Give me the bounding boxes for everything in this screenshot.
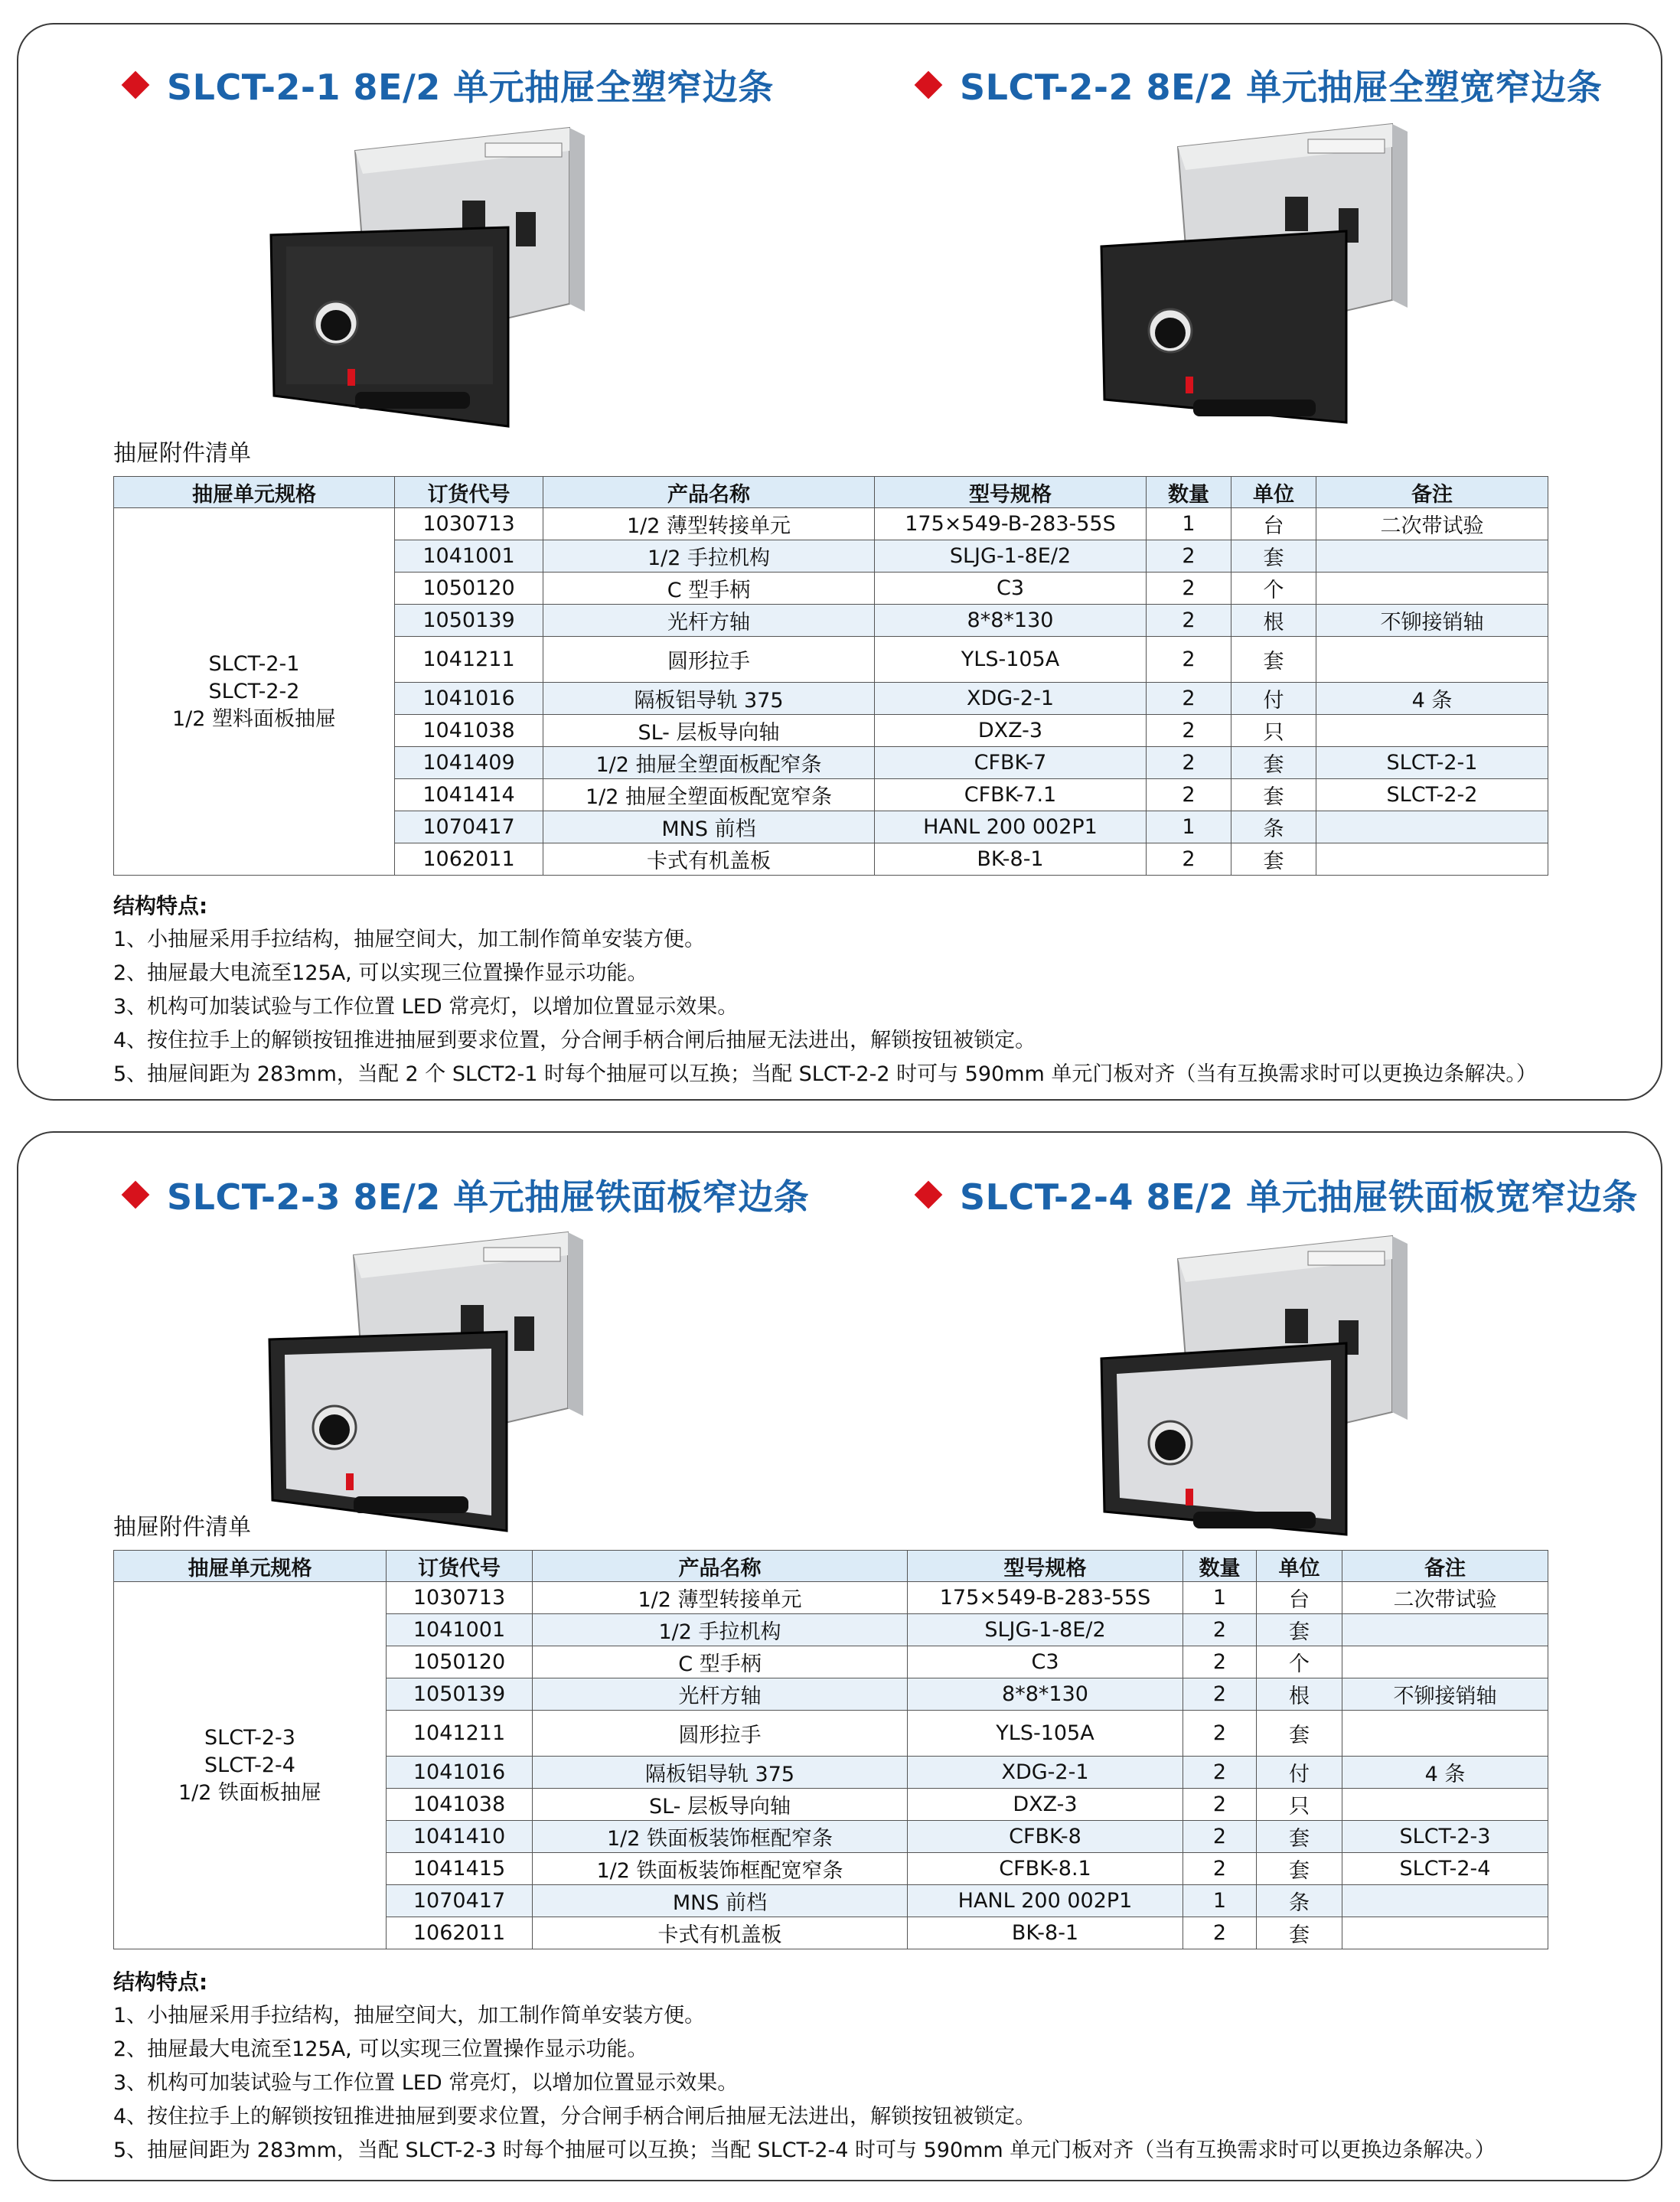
unit: 根 xyxy=(1231,605,1316,637)
model-spec: DXZ-3 xyxy=(875,715,1147,747)
product-name: SL- 层板导向轴 xyxy=(543,715,875,747)
order-code: 1041414 xyxy=(395,779,543,811)
section-title-right xyxy=(912,1170,1638,1220)
order-code: 1041409 xyxy=(395,747,543,779)
col-header: 抽屉单元规格 xyxy=(114,1551,387,1582)
product-name: 圆形拉手 xyxy=(533,1711,908,1757)
drawer-photo-plastic-wide xyxy=(1086,116,1415,438)
quantity: 1 xyxy=(1183,1582,1257,1614)
order-code: 1030713 xyxy=(395,508,543,540)
order-code: 1041001 xyxy=(395,540,543,573)
remark xyxy=(1316,843,1548,876)
product-name: 1/2 薄型转接单元 xyxy=(543,508,875,540)
col-header: 备注 xyxy=(1342,1551,1548,1582)
col-header: 抽屉单元规格 xyxy=(114,477,395,508)
order-code: 1041038 xyxy=(395,715,543,747)
col-header: 数量 xyxy=(1183,1551,1257,1582)
model-spec: CFBK-8 xyxy=(908,1821,1183,1853)
remark: 二次带试验 xyxy=(1342,1582,1548,1614)
diamond-bullet-icon xyxy=(915,71,943,99)
drawer-image xyxy=(262,1225,591,1546)
drawer-image xyxy=(263,120,592,442)
order-code: 1041415 xyxy=(387,1853,533,1885)
unit: 只 xyxy=(1231,715,1316,747)
model-spec: HANL 200 002P1 xyxy=(908,1885,1183,1917)
quantity: 2 xyxy=(1183,1917,1257,1949)
quantity: 2 xyxy=(1183,1614,1257,1646)
col-header: 单位 xyxy=(1257,1551,1342,1582)
order-code: 1041211 xyxy=(387,1711,533,1757)
quantity: 1 xyxy=(1147,508,1231,540)
section-title-left-text: SLCT-2-3 8E/2 单元抽屉铁面板窄边条 xyxy=(167,1176,810,1218)
product-name: 卡式有机盖板 xyxy=(543,843,875,876)
structure-features xyxy=(113,1965,1496,2168)
accessory-table xyxy=(113,1550,1548,1949)
section-title-right-text: SLCT-2-4 8E/2 单元抽屉铁面板宽窄边条 xyxy=(960,1176,1638,1218)
feature-item: 3、机构可加装试验与工作位置 LED 常亮灯，以增加位置显示效果。 xyxy=(113,995,739,1019)
model-spec: 175×549-B-283-55S xyxy=(908,1582,1183,1614)
model-spec: CFBK-7.1 xyxy=(875,779,1147,811)
remark xyxy=(1342,1614,1548,1646)
remark xyxy=(1342,1917,1548,1949)
drawer-photo-iron-narrow xyxy=(262,1225,591,1546)
order-code: 1062011 xyxy=(387,1917,533,1949)
section-title-left xyxy=(119,1170,809,1220)
model-spec: 175×549-B-283-55S xyxy=(875,508,1147,540)
diamond-bullet-icon xyxy=(122,71,150,99)
unit: 个 xyxy=(1257,1646,1342,1678)
spec-line: SLCT-2-2 xyxy=(208,679,300,703)
remark: SLCT-2-2 xyxy=(1316,779,1548,811)
col-header: 单位 xyxy=(1231,477,1316,508)
order-code: 1070417 xyxy=(395,811,543,843)
unit: 套 xyxy=(1257,1821,1342,1853)
quantity: 2 xyxy=(1183,1711,1257,1757)
remark xyxy=(1342,1885,1548,1917)
unit: 个 xyxy=(1231,573,1316,605)
product-name: 1/2 铁面板装饰框配窄条 xyxy=(533,1821,908,1853)
remark: 4 条 xyxy=(1342,1757,1548,1789)
quantity: 2 xyxy=(1183,1821,1257,1853)
spec-line: SLCT-2-1 xyxy=(208,651,300,676)
order-code: 1030713 xyxy=(387,1582,533,1614)
quantity: 2 xyxy=(1147,843,1231,876)
quantity: 2 xyxy=(1147,540,1231,573)
unit: 根 xyxy=(1257,1678,1342,1711)
model-spec: C3 xyxy=(908,1646,1183,1678)
order-code: 1041410 xyxy=(387,1821,533,1853)
drawer-image xyxy=(1086,1228,1415,1550)
order-code: 1041001 xyxy=(387,1614,533,1646)
product-section-2 xyxy=(17,1131,1662,2181)
model-spec: YLS-105A xyxy=(908,1711,1183,1757)
remark: 4 条 xyxy=(1316,683,1548,715)
order-code: 1050139 xyxy=(395,605,543,637)
col-header: 数量 xyxy=(1147,477,1231,508)
accessory-list-title: 抽屉附件清单 xyxy=(113,440,251,467)
product-section-1 xyxy=(17,23,1662,1101)
remark xyxy=(1316,811,1548,843)
product-name: C 型手柄 xyxy=(533,1646,908,1678)
table-row xyxy=(114,508,1548,540)
drawer-image xyxy=(1086,116,1415,438)
order-code: 1050120 xyxy=(387,1646,533,1678)
spec-line: 1/2 塑料面板抽屉 xyxy=(171,706,337,731)
quantity: 2 xyxy=(1147,637,1231,683)
unit: 套 xyxy=(1231,779,1316,811)
unit: 套 xyxy=(1257,1614,1342,1646)
model-spec: XDG-2-1 xyxy=(875,683,1147,715)
quantity: 2 xyxy=(1183,1789,1257,1821)
model-spec: HANL 200 002P1 xyxy=(875,811,1147,843)
drawer-photo-iron-wide xyxy=(1086,1228,1415,1550)
unit: 套 xyxy=(1231,540,1316,573)
order-code: 1041211 xyxy=(395,637,543,683)
feature-item: 5、抽屉间距为 283mm，当配 SLCT-2-3 时每个抽屉可以互换；当配 SLCT-2-4 时可与 590mm 单元门板对齐（当有互换需求时可以更换边条解决。） xyxy=(113,2138,1496,2162)
quantity: 2 xyxy=(1147,573,1231,605)
product-name: 1/2 铁面板装饰框配宽窄条 xyxy=(533,1853,908,1885)
feature-item: 3、机构可加装试验与工作位置 LED 常亮灯，以增加位置显示效果。 xyxy=(113,2071,739,2095)
product-name: C 型手柄 xyxy=(543,573,875,605)
table-row xyxy=(114,1582,1548,1614)
drawer-spec-cell xyxy=(114,1582,387,1949)
quantity: 2 xyxy=(1147,747,1231,779)
remark xyxy=(1316,637,1548,683)
unit: 条 xyxy=(1231,811,1316,843)
section-title-left xyxy=(119,60,774,110)
feature-item: 1、小抽屉采用手拉结构，抽屉空间大，加工制作简单安装方便。 xyxy=(113,2004,706,2027)
product-name: MNS 前档 xyxy=(543,811,875,843)
accessory-table xyxy=(113,476,1548,876)
remark: 二次带试验 xyxy=(1316,508,1548,540)
remark xyxy=(1342,1646,1548,1678)
model-spec: 8*8*130 xyxy=(908,1678,1183,1711)
model-spec: CFBK-8.1 xyxy=(908,1853,1183,1885)
unit: 套 xyxy=(1257,1853,1342,1885)
remark: SLCT-2-1 xyxy=(1316,747,1548,779)
quantity: 2 xyxy=(1183,1757,1257,1789)
quantity: 1 xyxy=(1183,1885,1257,1917)
structure-features xyxy=(113,889,1537,1091)
product-name: MNS 前档 xyxy=(533,1885,908,1917)
model-spec: C3 xyxy=(875,573,1147,605)
spec-line: SLCT-2-4 xyxy=(204,1753,295,1777)
quantity: 1 xyxy=(1147,811,1231,843)
quantity: 2 xyxy=(1147,779,1231,811)
accessory-list-title: 抽屉附件清单 xyxy=(113,1514,251,1541)
spec-line: SLCT-2-3 xyxy=(204,1725,295,1750)
remark: SLCT-2-3 xyxy=(1342,1821,1548,1853)
col-header: 产品名称 xyxy=(543,477,875,508)
remark: 不铆接销轴 xyxy=(1342,1678,1548,1711)
unit: 套 xyxy=(1231,747,1316,779)
model-spec: YLS-105A xyxy=(875,637,1147,683)
remark xyxy=(1316,573,1548,605)
unit: 付 xyxy=(1231,683,1316,715)
unit: 付 xyxy=(1257,1757,1342,1789)
model-spec: DXZ-3 xyxy=(908,1789,1183,1821)
model-spec: XDG-2-1 xyxy=(908,1757,1183,1789)
product-name: 隔板铝导轨 375 xyxy=(533,1757,908,1789)
model-spec: BK-8-1 xyxy=(908,1917,1183,1949)
feature-item: 4、按住拉手上的解锁按钮推进抽屉到要求位置，分合闸手柄合闸后抽屉无法进出，解锁按钮被锁定。 xyxy=(113,1029,1036,1052)
col-header: 型号规格 xyxy=(875,477,1147,508)
order-code: 1062011 xyxy=(395,843,543,876)
order-code: 1070417 xyxy=(387,1885,533,1917)
unit: 套 xyxy=(1231,637,1316,683)
section-title-left-text: SLCT-2-1 8E/2 单元抽屉全塑窄边条 xyxy=(167,67,774,108)
unit: 套 xyxy=(1257,1711,1342,1757)
order-code: 1050120 xyxy=(395,573,543,605)
model-spec: BK-8-1 xyxy=(875,843,1147,876)
unit: 台 xyxy=(1257,1582,1342,1614)
product-name: SL- 层板导向轴 xyxy=(533,1789,908,1821)
order-code: 1041016 xyxy=(387,1757,533,1789)
table-header-row xyxy=(114,477,1548,508)
remark xyxy=(1316,715,1548,747)
section-title-right xyxy=(912,60,1602,110)
col-header: 备注 xyxy=(1316,477,1548,508)
unit: 套 xyxy=(1231,843,1316,876)
feature-item: 1、小抽屉采用手拉结构，抽屉空间大，加工制作简单安装方便。 xyxy=(113,928,706,951)
col-header: 订货代号 xyxy=(387,1551,533,1582)
features-title: 结构特点: xyxy=(113,1969,208,1995)
quantity: 2 xyxy=(1183,1646,1257,1678)
quantity: 2 xyxy=(1147,683,1231,715)
remark xyxy=(1342,1711,1548,1757)
product-name: 1/2 手拉机构 xyxy=(533,1614,908,1646)
quantity: 2 xyxy=(1147,605,1231,637)
order-code: 1041038 xyxy=(387,1789,533,1821)
diamond-bullet-icon xyxy=(915,1181,943,1209)
model-spec: CFBK-7 xyxy=(875,747,1147,779)
drawer-photo-plastic-narrow xyxy=(263,120,592,442)
remark: SLCT-2-4 xyxy=(1342,1853,1548,1885)
quantity: 2 xyxy=(1183,1678,1257,1711)
product-name: 光杆方轴 xyxy=(543,605,875,637)
product-name: 1/2 抽屉全塑面板配窄条 xyxy=(543,747,875,779)
diamond-bullet-icon xyxy=(122,1181,150,1209)
product-name: 光杆方轴 xyxy=(533,1678,908,1711)
order-code: 1050139 xyxy=(387,1678,533,1711)
table-header-row xyxy=(114,1551,1548,1582)
col-header: 订货代号 xyxy=(395,477,543,508)
unit: 条 xyxy=(1257,1885,1342,1917)
remark xyxy=(1342,1789,1548,1821)
product-name: 隔板铝导轨 375 xyxy=(543,683,875,715)
feature-item: 4、按住拉手上的解锁按钮推进抽屉到要求位置，分合闸手柄合闸后抽屉无法进出，解锁按钮被锁定。 xyxy=(113,2105,1036,2129)
product-name: 1/2 手拉机构 xyxy=(543,540,875,573)
remark xyxy=(1316,540,1548,573)
model-spec: 8*8*130 xyxy=(875,605,1147,637)
product-name: 1/2 薄型转接单元 xyxy=(533,1582,908,1614)
quantity: 2 xyxy=(1183,1853,1257,1885)
unit: 台 xyxy=(1231,508,1316,540)
col-header: 型号规格 xyxy=(908,1551,1183,1582)
drawer-spec-cell xyxy=(114,508,395,876)
order-code: 1041016 xyxy=(395,683,543,715)
section-title-right-text: SLCT-2-2 8E/2 单元抽屉全塑宽窄边条 xyxy=(960,67,1603,108)
model-spec: SLJG-1-8E/2 xyxy=(875,540,1147,573)
model-spec: SLJG-1-8E/2 xyxy=(908,1614,1183,1646)
quantity: 2 xyxy=(1147,715,1231,747)
unit: 只 xyxy=(1257,1789,1342,1821)
unit: 套 xyxy=(1257,1917,1342,1949)
feature-item: 2、抽屉最大电流至125A, 可以实现三位置操作显示功能。 xyxy=(113,961,648,985)
remark: 不铆接销轴 xyxy=(1316,605,1548,637)
spec-line: 1/2 铁面板抽屉 xyxy=(178,1780,322,1805)
product-name: 1/2 抽屉全塑面板配宽窄条 xyxy=(543,779,875,811)
feature-item: 5、抽屉间距为 283mm，当配 2 个 SLCT2-1 时每个抽屉可以互换；当配 SLCT-2-2 时可与 590mm 单元门板对齐（当有互换需求时可以更换边条解决。） xyxy=(113,1062,1537,1086)
product-name: 圆形拉手 xyxy=(543,637,875,683)
product-name: 卡式有机盖板 xyxy=(533,1917,908,1949)
col-header: 产品名称 xyxy=(533,1551,908,1582)
features-title: 结构特点: xyxy=(113,893,208,918)
feature-item: 2、抽屉最大电流至125A, 可以实现三位置操作显示功能。 xyxy=(113,2037,648,2061)
